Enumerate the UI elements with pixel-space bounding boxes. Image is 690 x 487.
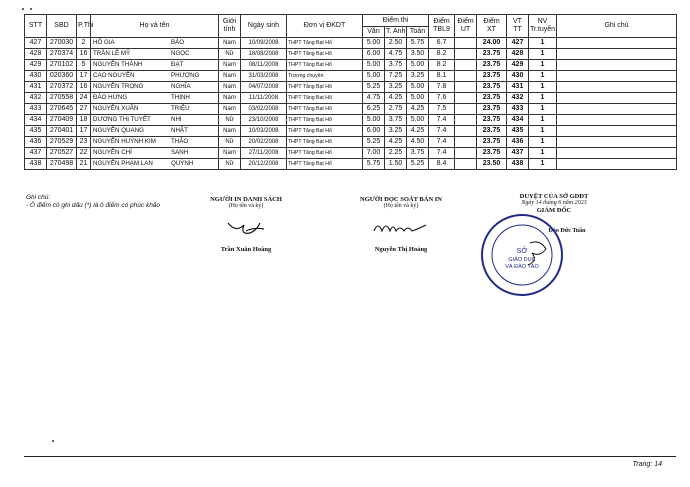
cell-ngay-sinh: 08/11/2008 xyxy=(241,60,287,71)
cell-van: 5.00 xyxy=(363,71,385,82)
cell-sbd: 270409 xyxy=(47,115,77,126)
header-stt: STT xyxy=(25,15,47,38)
cell-ngay-sinh: 23/10/2008 xyxy=(241,115,287,126)
header-ut: Điểm UT xyxy=(455,15,477,38)
header-tanh: T. Anh xyxy=(385,27,407,38)
cell-ho-ten xyxy=(91,137,219,148)
cell-nv: 1 xyxy=(529,159,557,170)
cell-ngay-sinh: 31/03/2008 xyxy=(241,71,287,82)
cell-tbl9: 8.4 xyxy=(429,159,455,170)
cell-ut xyxy=(455,93,477,104)
cell-van: 6.00 xyxy=(363,49,385,60)
cell-tanh: 3.25 xyxy=(385,126,407,137)
table-row xyxy=(25,38,677,49)
footer-rule xyxy=(24,456,676,457)
cell-phong-thi: 17 xyxy=(77,71,91,82)
cell-ho: NGUYỄN HUỲNH KIM xyxy=(93,138,156,145)
table-row xyxy=(25,148,677,159)
cell-gioi-tinh: Nam xyxy=(219,104,241,115)
cell-phong-thi: 21 xyxy=(77,159,91,170)
cell-ten: QUỲNH xyxy=(171,160,194,167)
cell-ten: PHƯƠNG xyxy=(171,72,200,79)
cell-xt: 23.75 xyxy=(477,126,507,137)
header-phong-thi: P.Thi xyxy=(77,15,91,38)
printer-name: Trần Xuân Hoàng xyxy=(220,246,272,253)
cell-toan: 5.00 xyxy=(407,60,429,71)
cell-nv: 1 xyxy=(529,104,557,115)
cell-ghi-chu xyxy=(557,159,677,170)
cell-toan: 3.25 xyxy=(407,71,429,82)
table-row xyxy=(25,93,677,104)
cell-vt: 435 xyxy=(507,126,529,137)
cell-stt: 438 xyxy=(25,159,47,170)
cell-gioi-tinh: Nam xyxy=(219,126,241,137)
cell-ut xyxy=(455,104,477,115)
cell-ho: NGUYỄN QUANG xyxy=(93,127,144,134)
cell-ghi-chu xyxy=(557,49,677,60)
cell-xt: 23.75 xyxy=(477,60,507,71)
cell-ghi-chu xyxy=(557,82,677,93)
cell-nv: 1 xyxy=(529,38,557,49)
cell-ut xyxy=(455,159,477,170)
cell-ut xyxy=(455,148,477,159)
cell-phong-thi: 24 xyxy=(77,93,91,104)
scan-dot xyxy=(52,440,54,442)
cell-van: 5.75 xyxy=(363,159,385,170)
cell-vt: 428 xyxy=(507,49,529,60)
cell-tanh: 7.25 xyxy=(385,71,407,82)
cell-ho: NGUYỄN PHẠM LAN xyxy=(93,160,153,167)
cell-ten: BẢO xyxy=(171,39,185,46)
cell-don-vi: THPT Tăng Bạt Hổ xyxy=(287,159,363,170)
cell-gioi-tinh: Nữ xyxy=(219,49,241,60)
cell-vt: 433 xyxy=(507,104,529,115)
cell-tanh: 4.25 xyxy=(385,93,407,104)
cell-ghi-chu xyxy=(557,104,677,115)
reviewer-name: Nguyễn Thị Hoàng xyxy=(374,246,428,253)
approver-name: Đào Đức Tuấn xyxy=(548,228,586,234)
cell-toan: 4.25 xyxy=(407,104,429,115)
cell-ho: TRẦN LÊ MỸ xyxy=(93,50,131,57)
cell-gioi-tinh: Nam xyxy=(219,93,241,104)
cell-ten: NHI xyxy=(171,116,182,123)
table-row xyxy=(25,159,677,170)
cell-van: 5.00 xyxy=(363,38,385,49)
printer-signature-block xyxy=(196,196,296,253)
cell-ho-ten xyxy=(91,38,219,49)
cell-sbd: 270030 xyxy=(47,38,77,49)
cell-xt: 23.75 xyxy=(477,137,507,148)
cell-stt: 431 xyxy=(25,82,47,93)
cell-vt: 434 xyxy=(507,115,529,126)
header-toan: Toán xyxy=(407,27,429,38)
cell-ho: NGUYỄN CHÍ xyxy=(93,149,132,156)
cell-vt: 429 xyxy=(507,60,529,71)
header-tbl9: Điểm TBL9 xyxy=(429,15,455,38)
cell-tbl9: 8.2 xyxy=(429,60,455,71)
svg-text:VÀ ĐÀO TẠO: VÀ ĐÀO TẠO xyxy=(505,264,539,270)
cell-don-vi: THPT Tăng Bạt Hổ xyxy=(287,82,363,93)
cell-toan: 4.25 xyxy=(407,126,429,137)
cell-xt: 23.75 xyxy=(477,82,507,93)
cell-xt: 23.75 xyxy=(477,148,507,159)
cell-ho-ten xyxy=(91,148,219,159)
cell-ho-ten xyxy=(91,115,219,126)
printer-sub: (Họ tên và ký) xyxy=(228,203,264,209)
cell-van: 6.00 xyxy=(363,126,385,137)
cell-xt: 23.75 xyxy=(477,71,507,82)
cell-phong-thi: 16 xyxy=(77,82,91,93)
header-vt: VT TT xyxy=(507,15,529,38)
svg-text:SỞ: SỞ xyxy=(516,248,528,255)
cell-nv: 1 xyxy=(529,71,557,82)
score-table xyxy=(24,14,677,170)
cell-gioi-tinh: Nam xyxy=(219,71,241,82)
cell-ut xyxy=(455,38,477,49)
header-don-vi: Đơn vị ĐKDT xyxy=(287,15,363,38)
cell-nv: 1 xyxy=(529,115,557,126)
cell-stt: 429 xyxy=(25,60,47,71)
cell-sbd: 270102 xyxy=(47,60,77,71)
cell-van: 6.25 xyxy=(363,104,385,115)
cell-ngay-sinh: 11/11/2008 xyxy=(241,93,287,104)
header-ho-ten: Họ và tên xyxy=(91,15,219,38)
cell-don-vi: THPT Tăng Bạt Hổ xyxy=(287,126,363,137)
approver-date: Ngày 14 tháng 6 năm 2023 xyxy=(521,200,587,206)
cell-tbl9: 7.5 xyxy=(429,104,455,115)
cell-ho-ten xyxy=(91,159,219,170)
cell-ho-ten xyxy=(91,126,219,137)
cell-ho-ten xyxy=(91,104,219,115)
cell-tbl9: 7.8 xyxy=(429,82,455,93)
cell-tbl9: 7.6 xyxy=(429,93,455,104)
cell-ut xyxy=(455,137,477,148)
cell-ho: NGUYỄN THÀNH xyxy=(93,61,143,68)
cell-ten: SANH xyxy=(171,149,189,156)
cell-don-vi: THPT Tăng Bạt Hổ xyxy=(287,60,363,71)
cell-tanh: 1.50 xyxy=(385,159,407,170)
cell-stt: 428 xyxy=(25,49,47,60)
cell-nv: 1 xyxy=(529,148,557,159)
cell-toan: 5.00 xyxy=(407,93,429,104)
cell-ut xyxy=(455,126,477,137)
cell-tbl9: 7.4 xyxy=(429,126,455,137)
cell-ngay-sinh: 04/07/2008 xyxy=(241,82,287,93)
cell-ghi-chu xyxy=(557,60,677,71)
cell-tanh: 4.75 xyxy=(385,49,407,60)
reviewer-signature-mark xyxy=(366,211,436,241)
cell-ho-ten xyxy=(91,71,219,82)
cell-ghi-chu xyxy=(557,71,677,82)
header-diem-thi: Điểm thi xyxy=(363,15,429,27)
cell-gioi-tinh: Nam xyxy=(219,148,241,159)
cell-tanh: 2.75 xyxy=(385,104,407,115)
cell-ghi-chu xyxy=(557,137,677,148)
cell-phong-thi: 17 xyxy=(77,126,91,137)
cell-stt: 434 xyxy=(25,115,47,126)
header-nv: NV Tr.tuyển xyxy=(529,15,557,38)
approver-role: GIÁM ĐỐC xyxy=(536,207,572,214)
header-gioi-tinh: Giới tính xyxy=(219,15,241,38)
cell-van: 4.75 xyxy=(363,93,385,104)
cell-ho-ten xyxy=(91,82,219,93)
cell-xt: 24.00 xyxy=(477,38,507,49)
cell-sbd: 270645 xyxy=(47,104,77,115)
cell-sbd: 270401 xyxy=(47,126,77,137)
cell-tanh: 2.25 xyxy=(385,148,407,159)
cell-ho-ten xyxy=(91,93,219,104)
cell-gioi-tinh: Nam xyxy=(219,60,241,71)
cell-xt: 23.50 xyxy=(477,159,507,170)
cell-phong-thi: 16 xyxy=(77,49,91,60)
notes-title: Ghi chú: xyxy=(26,194,51,201)
cell-ngay-sinh: 10/09/2008 xyxy=(241,38,287,49)
cell-ghi-chu xyxy=(557,148,677,159)
table-row xyxy=(25,104,677,115)
cell-gioi-tinh: Nữ xyxy=(219,159,241,170)
cell-ho: NGUYỄN TRỌNG xyxy=(93,83,144,90)
cell-phong-thi: 23 xyxy=(77,137,91,148)
cell-nv: 1 xyxy=(529,82,557,93)
cell-ghi-chu xyxy=(557,93,677,104)
cell-sbd: 270372 xyxy=(47,82,77,93)
cell-nv: 1 xyxy=(529,49,557,60)
cell-ghi-chu xyxy=(557,115,677,126)
cell-toan: 5.25 xyxy=(407,159,429,170)
table-body xyxy=(25,38,677,170)
table-row xyxy=(25,60,677,71)
cell-sbd: 270498 xyxy=(47,159,77,170)
cell-ut xyxy=(455,60,477,71)
cell-phong-thi: 2 xyxy=(77,38,91,49)
approver-title: DUYỆT CỦA SỞ GDĐT xyxy=(519,193,589,200)
cell-sbd: 020360 xyxy=(47,71,77,82)
cell-vt: 437 xyxy=(507,148,529,159)
table-row xyxy=(25,49,677,60)
cell-tbl9: 8.2 xyxy=(429,49,455,60)
cell-ngay-sinh: 03/02/2008 xyxy=(241,104,287,115)
cell-stt: 436 xyxy=(25,137,47,148)
cell-tbl9: 7.4 xyxy=(429,115,455,126)
cell-don-vi: THPT Tăng Bạt Hổ xyxy=(287,115,363,126)
cell-ngay-sinh: 27/11/2008 xyxy=(241,148,287,159)
cell-toan: 3.50 xyxy=(407,49,429,60)
table-row xyxy=(25,126,677,137)
cell-ut xyxy=(455,49,477,60)
cell-tbl9: 7.4 xyxy=(429,148,455,159)
cell-toan: 5.75 xyxy=(407,38,429,49)
cell-xt: 23.75 xyxy=(477,93,507,104)
cell-ho: HỒ GIA xyxy=(93,39,115,46)
header-van: Văn xyxy=(363,27,385,38)
cell-ngay-sinh: 18/08/2008 xyxy=(241,49,287,60)
cell-ten: NGHĨA xyxy=(171,83,191,90)
cell-gioi-tinh: Nữ xyxy=(219,137,241,148)
cell-van: 5.25 xyxy=(363,137,385,148)
cell-tanh: 3.25 xyxy=(385,82,407,93)
table-row xyxy=(25,71,677,82)
cell-phong-thi: 5 xyxy=(77,60,91,71)
cell-ho-ten xyxy=(91,60,219,71)
cell-ten: NGỌC xyxy=(171,50,190,57)
cell-van: 5.25 xyxy=(363,82,385,93)
reviewer-title: NGƯỜI ĐỌC SOÁT BẢN IN xyxy=(360,196,442,203)
cell-toan: 3.75 xyxy=(407,148,429,159)
cell-toan: 4.50 xyxy=(407,137,429,148)
cell-tbl9: 8.1 xyxy=(429,71,455,82)
cell-ghi-chu xyxy=(557,126,677,137)
cell-stt: 427 xyxy=(25,38,47,49)
printer-signature-mark xyxy=(216,211,276,241)
cell-stt: 437 xyxy=(25,148,47,159)
cell-ten: NHẬT xyxy=(171,127,188,134)
cell-don-vi: THPT Tăng Bạt Hổ xyxy=(287,104,363,115)
cell-tanh: 2.50 xyxy=(385,38,407,49)
cell-ten: THẢO xyxy=(171,138,189,145)
scan-dot xyxy=(30,8,32,10)
cell-stt: 430 xyxy=(25,71,47,82)
cell-ten: TRIỆU xyxy=(171,105,190,112)
scan-dot xyxy=(22,8,24,10)
cell-van: 7.00 xyxy=(363,148,385,159)
cell-stt: 433 xyxy=(25,104,47,115)
cell-stt: 435 xyxy=(25,126,47,137)
cell-xt: 23.75 xyxy=(477,49,507,60)
cell-don-vi: THPT Tăng Bạt Hổ xyxy=(287,38,363,49)
cell-ut xyxy=(455,82,477,93)
header-ghi-chu: Ghi chú xyxy=(557,15,677,38)
printer-title: NGƯỜI IN DANH SÁCH xyxy=(210,196,282,203)
reviewer-signature-block xyxy=(346,196,456,253)
reviewer-sub: (Họ tên và ký) xyxy=(383,203,419,209)
cell-gioi-tinh: Nam xyxy=(219,82,241,93)
cell-van: 5.00 xyxy=(363,115,385,126)
cell-ten: THỊNH xyxy=(171,94,190,101)
cell-toan: 5.00 xyxy=(407,115,429,126)
table-row xyxy=(25,115,677,126)
cell-ngay-sinh: 10/03/2008 xyxy=(241,126,287,137)
cell-phong-thi: 22 xyxy=(77,148,91,159)
cell-tanh: 4.25 xyxy=(385,137,407,148)
cell-van: 5.00 xyxy=(363,60,385,71)
svg-text:GIÁO DỤC: GIÁO DỤC xyxy=(508,257,536,263)
cell-don-vi: THPT Tăng Bạt Hổ xyxy=(287,148,363,159)
cell-ten: ĐẠT xyxy=(171,61,184,68)
cell-don-vi: THPT Tăng Bạt Hổ xyxy=(287,93,363,104)
cell-toan: 5.00 xyxy=(407,82,429,93)
cell-nv: 1 xyxy=(529,126,557,137)
cell-gioi-tinh: Nam xyxy=(219,38,241,49)
cell-xt: 23.75 xyxy=(477,115,507,126)
cell-vt: 436 xyxy=(507,137,529,148)
cell-sbd: 270527 xyxy=(47,148,77,159)
cell-don-vi: THPT Tăng Bạt Hổ xyxy=(287,49,363,60)
cell-nv: 1 xyxy=(529,137,557,148)
cell-ghi-chu xyxy=(557,38,677,49)
cell-sbd: 270374 xyxy=(47,49,77,60)
page-number: Trang: 14 xyxy=(632,461,662,468)
cell-vt: 427 xyxy=(507,38,529,49)
header-sbd: SBD xyxy=(47,15,77,38)
cell-vt: 438 xyxy=(507,159,529,170)
cell-sbd: 270558 xyxy=(47,93,77,104)
cell-vt: 432 xyxy=(507,93,529,104)
cell-ut xyxy=(455,115,477,126)
cell-sbd: 270529 xyxy=(47,137,77,148)
cell-phong-thi: 18 xyxy=(77,115,91,126)
cell-don-vi: Trương chuyên xyxy=(287,71,363,82)
cell-vt: 430 xyxy=(507,71,529,82)
cell-tanh: 3.75 xyxy=(385,115,407,126)
cell-ho: NGUYỄN XUÂN xyxy=(93,105,139,112)
cell-ho: DƯƠNG THỊ TUYẾT xyxy=(93,116,151,123)
table-row xyxy=(25,137,677,148)
notes-line: - Ô điểm có ghi dấu (*) là ô điểm có phúc khảo xyxy=(26,202,161,209)
cell-ut xyxy=(455,71,477,82)
table-row xyxy=(25,82,677,93)
cell-tanh: 3.75 xyxy=(385,60,407,71)
cell-ho: ĐÀO HỪNG xyxy=(93,94,128,101)
cell-nv: 1 xyxy=(529,60,557,71)
official-stamp xyxy=(480,213,564,297)
cell-don-vi: THPT Tăng Bạt Hổ xyxy=(287,137,363,148)
cell-nv: 1 xyxy=(529,93,557,104)
header-xt: Điểm XT xyxy=(477,15,507,38)
cell-tbl9: 7.4 xyxy=(429,137,455,148)
cell-gioi-tinh: Nữ xyxy=(219,115,241,126)
cell-stt: 432 xyxy=(25,93,47,104)
cell-ho: CAO NGUYỄN xyxy=(93,72,135,79)
cell-ngay-sinh: 20/02/2008 xyxy=(241,137,287,148)
cell-ngay-sinh: 20/12/2008 xyxy=(241,159,287,170)
cell-xt: 23.75 xyxy=(477,104,507,115)
cell-vt: 431 xyxy=(507,82,529,93)
header-ngay-sinh: Ngày sinh xyxy=(241,15,287,38)
cell-phong-thi: 27 xyxy=(77,104,91,115)
cell-tbl9: 6.7 xyxy=(429,38,455,49)
cell-ho-ten xyxy=(91,49,219,60)
